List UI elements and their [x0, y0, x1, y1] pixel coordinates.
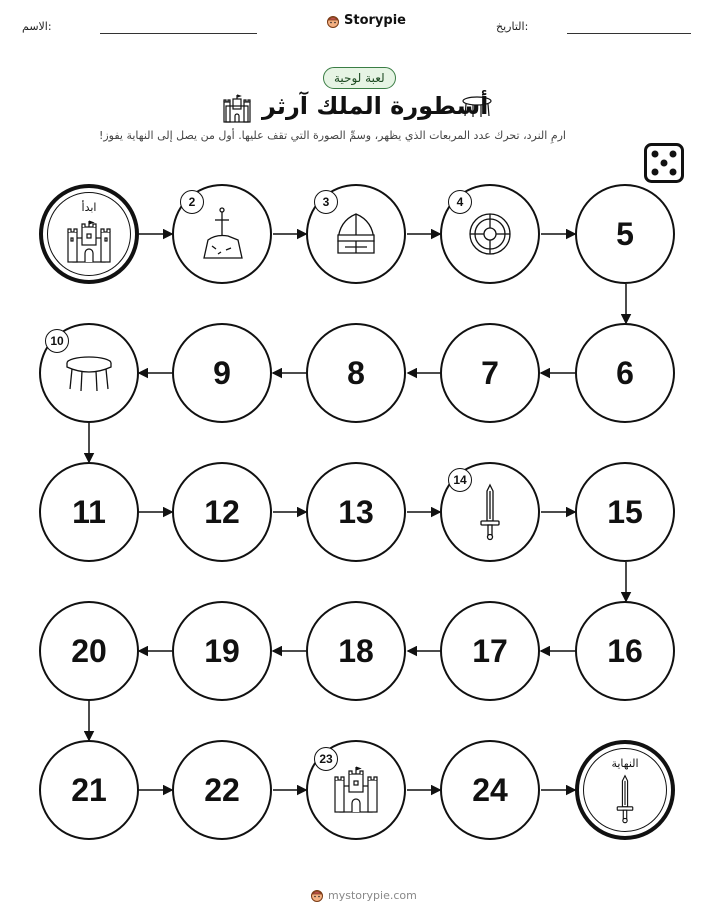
- board-cell-13[interactable]: [306, 462, 406, 562]
- cell-number: 5: [616, 215, 634, 252]
- board-game-tag: لعبة لوحية: [323, 67, 396, 89]
- board-cell-start[interactable]: [39, 184, 139, 284]
- board-cell-19[interactable]: [172, 601, 272, 701]
- cell-number-badge: 23: [314, 747, 338, 771]
- cell-number: 19: [204, 632, 240, 669]
- footer-site[interactable]: mystorypie.com: [328, 888, 417, 902]
- cell-number: 20: [71, 632, 107, 669]
- board-cell-8[interactable]: [306, 323, 406, 423]
- castle-icon: [332, 766, 380, 814]
- cell-number: 7: [481, 354, 499, 391]
- footer: [310, 888, 417, 902]
- cell-number: 18: [338, 632, 374, 669]
- board-cell-18[interactable]: [306, 601, 406, 701]
- cell-number: 21: [71, 771, 107, 808]
- board-cell-17[interactable]: [440, 601, 540, 701]
- finish-label: النهاية: [611, 757, 639, 770]
- cell-number: 24: [472, 771, 508, 808]
- board-cell-20[interactable]: [39, 601, 139, 701]
- cell-number: 11: [72, 493, 106, 530]
- board-cell-finish[interactable]: [575, 740, 675, 840]
- cell-number: 17: [472, 632, 508, 669]
- shield-icon: [467, 211, 513, 257]
- knight-helmet-icon: [333, 211, 379, 257]
- board-cell-22[interactable]: [172, 740, 272, 840]
- name-label: الاسم:: [22, 20, 52, 33]
- round-table-icon: [63, 353, 115, 393]
- cell-number-badge: 2: [180, 190, 204, 214]
- instructions: ارمِ النرد، تحرك عدد المربعات الذي يظهر، وسمِّ الصورة التي تقف عليها. أول من يصل إلى النهاية يفوز!: [98, 129, 566, 142]
- board-cell-15[interactable]: [575, 462, 675, 562]
- cell-number: 13: [338, 493, 374, 530]
- board-cell-12[interactable]: [172, 462, 272, 562]
- start-label: ابدأ: [81, 201, 97, 214]
- cell-number: 16: [607, 632, 643, 669]
- brand-name: Storypie: [344, 13, 406, 28]
- board-cell-9[interactable]: [172, 323, 272, 423]
- cell-number-badge: 3: [314, 190, 338, 214]
- board-cell-7[interactable]: [440, 323, 540, 423]
- date-label: التاريخ:: [496, 20, 529, 33]
- page-title: أسطورة الملك آرثر: [262, 92, 489, 120]
- board-cell-24[interactable]: [440, 740, 540, 840]
- pie-mascot-icon: [310, 888, 324, 902]
- board-cell-11[interactable]: [39, 462, 139, 562]
- sword-icon: [478, 483, 502, 541]
- cell-number: 22: [204, 771, 240, 808]
- cell-number-badge: 14: [448, 468, 472, 492]
- cell-number: 12: [204, 493, 240, 530]
- castle-icon: [65, 220, 113, 264]
- board-cell-5[interactable]: [575, 184, 675, 284]
- sword-in-stone-icon: [196, 206, 248, 262]
- sword-icon: [614, 774, 636, 824]
- cell-number: 15: [607, 493, 643, 530]
- cell-number-badge: 4: [448, 190, 472, 214]
- board-cell-21[interactable]: [39, 740, 139, 840]
- cell-number-badge: 10: [45, 329, 69, 353]
- cell-number: 8: [347, 354, 365, 391]
- board-cell-16[interactable]: [575, 601, 675, 701]
- cell-number: 6: [616, 354, 634, 391]
- cell-number: 9: [213, 354, 231, 391]
- board-cell-6[interactable]: [575, 323, 675, 423]
